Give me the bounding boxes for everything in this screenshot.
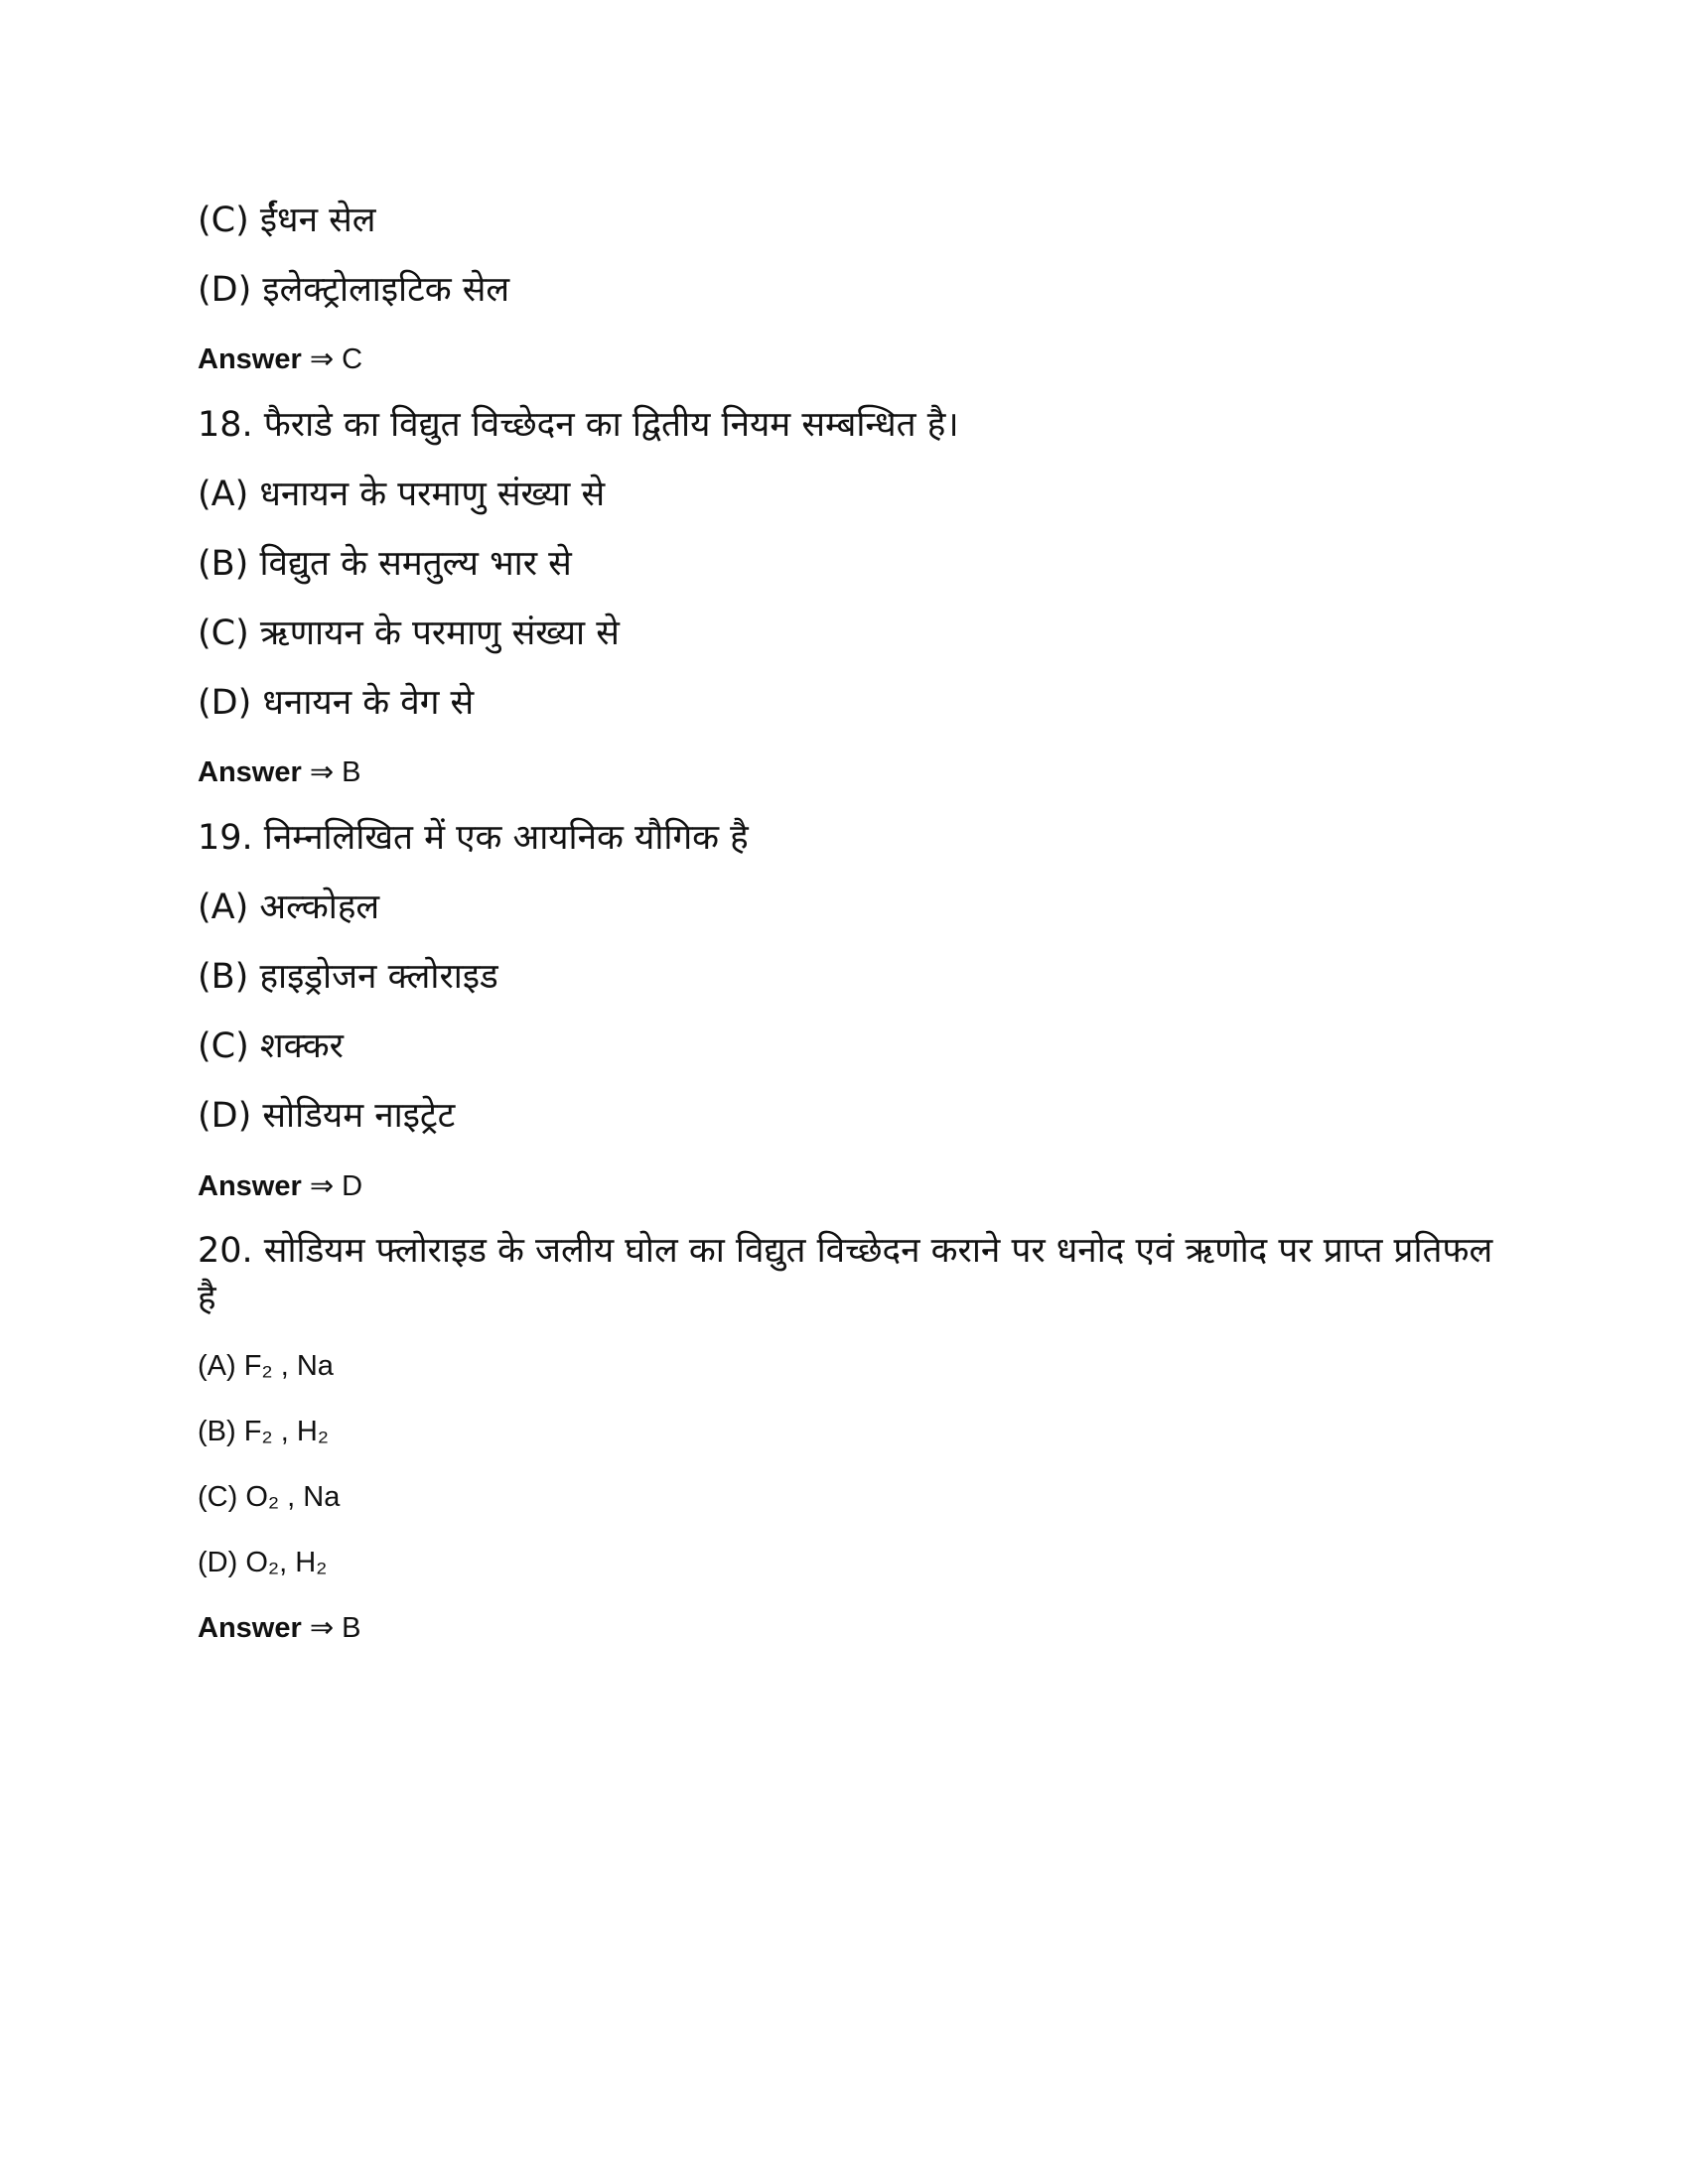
q20-option-b: (B) F₂ , H₂ bbox=[198, 1416, 330, 1447]
q18-option-b: (B) विद्युत के समतुल्य भार से bbox=[198, 544, 572, 584]
q20-answer bbox=[198, 1608, 361, 1648]
answer-label: Answer bbox=[198, 1170, 302, 1202]
q19-question: 19. निम्नलिखित में एक आयनिक यौगिक है bbox=[198, 818, 749, 858]
q19-option-b: (B) हाइड्रोजन क्लोराइड bbox=[198, 957, 498, 997]
q17-answer bbox=[198, 340, 362, 379]
q20-question-line2: है bbox=[198, 1279, 216, 1318]
q19-answer bbox=[198, 1166, 362, 1206]
answer-label: Answer bbox=[198, 343, 302, 375]
q18-option-d: (D) धनायन के वेग से bbox=[198, 683, 475, 723]
q20-question-line1: 20. सोडियम फ्लोराइड के जलीय घोल का विद्युत विच्छेदन कराने पर धनोद एवं ऋणोद पर प्राप्त प्रतिफल bbox=[198, 1231, 1493, 1271]
q19-option-d: (D) सोडियम नाइट्रेट bbox=[198, 1096, 456, 1136]
answer-value: ⇒ C bbox=[309, 343, 363, 375]
q18-question: 18. फैराडे का विद्युत विच्छेदन का द्वितीय नियम सम्बन्धित है। bbox=[198, 405, 959, 445]
q20-option-c: (C) O₂ , Na bbox=[198, 1481, 341, 1513]
q20-option-a: (A) F₂ , Na bbox=[198, 1350, 334, 1382]
answer-value: ⇒ B bbox=[309, 756, 361, 788]
answer-label: Answer bbox=[198, 756, 302, 788]
q17-option-d: (D) इलेक्ट्रोलाइटिक सेल bbox=[198, 270, 510, 310]
q19-option-c: (C) शक्कर bbox=[198, 1026, 344, 1066]
q19-option-a: (A) अल्कोहल bbox=[198, 887, 380, 927]
answer-label: Answer bbox=[198, 1612, 302, 1644]
answer-value: ⇒ D bbox=[309, 1170, 363, 1202]
answer-value: ⇒ B bbox=[309, 1612, 361, 1644]
q17-option-c: (C) ईंधन सेल bbox=[198, 201, 376, 240]
q18-option-c: (C) ऋणायन के परमाणु संख्या से bbox=[198, 614, 620, 653]
q18-option-a: (A) धनायन के परमाणु संख्या से bbox=[198, 475, 606, 514]
q20-option-d: (D) O₂, H₂ bbox=[198, 1547, 328, 1578]
q18-answer bbox=[198, 752, 361, 792]
